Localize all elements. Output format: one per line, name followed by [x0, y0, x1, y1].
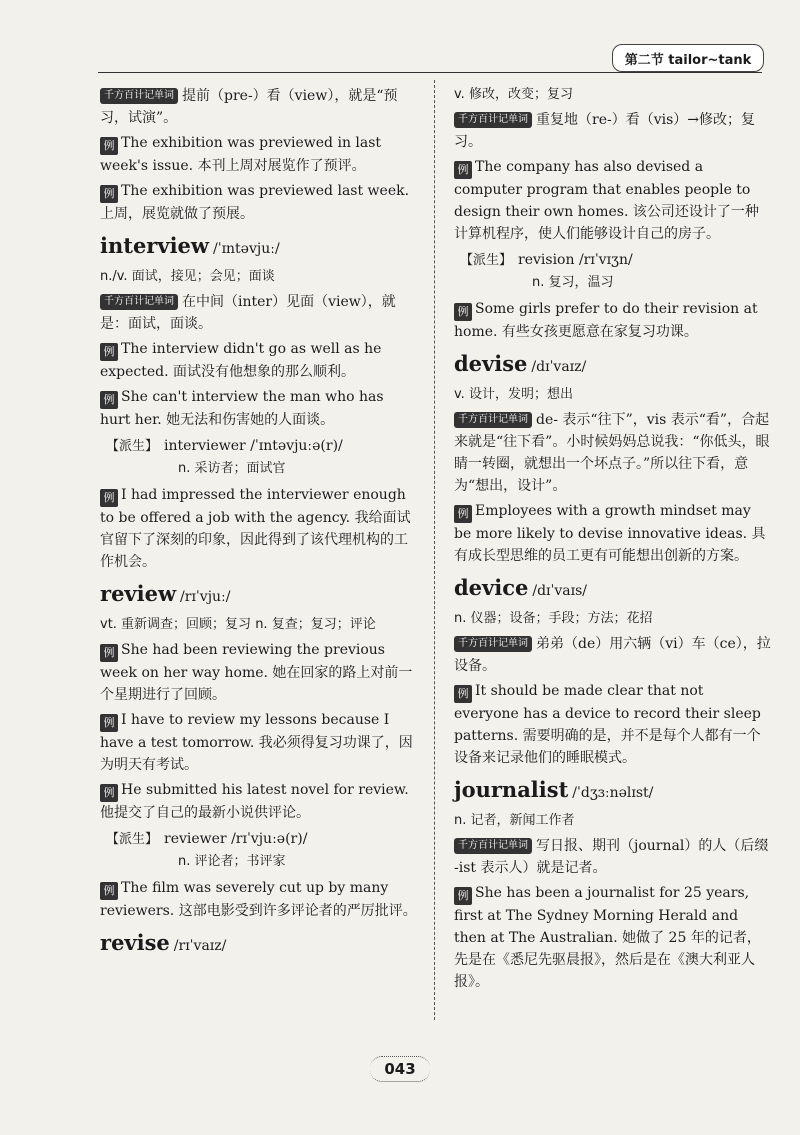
- example-icon: 例: [454, 303, 472, 321]
- example-sentence: 例 The exhibition was previewed last week. 上周，展览就做了预展。: [100, 183, 410, 222]
- example-sentence: 例 The interview didn't go as well as he expected. 面试没有他想象的那么顺利。: [100, 341, 382, 380]
- headword-journalist: journalist /ˈdʒɜːnəlɪst/: [454, 777, 654, 802]
- definition: v. 设计，发明；想出: [454, 387, 573, 402]
- example-icon: 例: [100, 137, 118, 155]
- example-icon: 例: [454, 685, 472, 703]
- example-sentence: 例 She had been reviewing the previous week on her way home. 她在回家的路上对前一个星期进行了回顾。: [100, 642, 413, 703]
- example-icon: 例: [454, 161, 472, 179]
- preview-memory-tip: 千方百计记单词 提前（pre-）看（view），就是“预习，试演”。: [100, 88, 398, 126]
- headword-devise: devise /dɪˈvaɪz/: [454, 351, 587, 376]
- definition: vt. 重新调查；回顾；复习 n. 复查；复习；评论: [100, 617, 376, 632]
- definition: n./v. 面试，接见；会见；面谈: [100, 269, 275, 284]
- example-sentence: 例 The film was severely cut up by many reviewers. 这部电影受到许多评论者的严厉批评。: [100, 880, 417, 919]
- memory-badge: 千方百计记单词: [454, 838, 532, 854]
- memory-badge: 千方百计记单词: [454, 112, 532, 128]
- example-sentence: 例 I have to review my lessons because I have a test tomorrow. 我必须得复习功课了，因为明天有考试。: [100, 712, 413, 773]
- page-number: 043: [370, 1056, 430, 1082]
- derivative: 【派生】 interviewer /ˈɪntəvjuːə(r)/ n. 采访者；面试官: [106, 438, 343, 476]
- memory-tip: 千方百计记单词 写日报、期刊（journal）的人（后缀 -ist 表示人）就是记者。: [454, 838, 769, 876]
- memory-badge: 千方百计记单词: [454, 412, 532, 428]
- example-icon: 例: [100, 391, 118, 409]
- example-sentence: 例 I had impressed the interviewer enough to be offered a job with the agency. 我给面试官留下了深刻的印象，因此得到了该代理机构的工作机会。: [100, 487, 411, 570]
- definition: v. 修改，改变；复习: [454, 87, 573, 102]
- memory-tip: 千方百计记单词 重复地（re-）看（vis）→修改；复习。: [454, 112, 756, 150]
- memory-badge: 千方百计记单词: [454, 636, 532, 652]
- derivative: 【派生】 reviewer /rɪˈvjuːə(r)/ n. 评论者；书评家: [106, 831, 308, 869]
- example-sentence: 例 The company has also devised a computer program that enables people to design their own homes. 该公司还设计了一种计算机程序，使人们能够设计自己的房子。: [454, 159, 759, 242]
- example-icon: 例: [100, 784, 118, 802]
- headword-device: device /dɪˈvaɪs/: [454, 575, 588, 600]
- definition: n. 记者，新闻工作者: [454, 813, 575, 828]
- example-icon: 例: [100, 644, 118, 662]
- definition: n. 仪器；设备；手段；方法；花招: [454, 611, 653, 626]
- example-icon: 例: [100, 343, 118, 361]
- header-rule: [98, 72, 762, 73]
- example-sentence: 例 She can't interview the man who has hurt her. 她无法和伤害她的人面谈。: [100, 389, 384, 428]
- memory-tip: 千方百计记单词 弟弟（de）用六辆（vi）车（ce），拉设备。: [454, 636, 771, 674]
- memory-badge: 千方百计记单词: [100, 88, 178, 104]
- memory-tip: 千方百计记单词 在中间（inter）见面（view），就是：面试，面谈。: [100, 294, 396, 332]
- example-icon: 例: [100, 882, 118, 900]
- right-column: [454, 82, 772, 996]
- example-icon: 例: [100, 714, 118, 732]
- memory-badge: 千方百计记单词: [100, 294, 178, 310]
- example-sentence: 例 Some girls prefer to do their revision at home. 有些女孩更愿意在家复习功课。: [454, 301, 758, 340]
- derivative: 【派生】 revision /rɪˈvɪʒn/ n. 复习，温习: [460, 252, 633, 290]
- example-icon: 例: [100, 185, 118, 203]
- example-sentence: 例 He submitted his latest novel for review. 他提交了自己的最新小说供评论。: [100, 782, 409, 821]
- example-sentence: 例 The exhibition was previewed in last week's issue. 本刊上周对展览作了预评。: [100, 135, 382, 174]
- headword-revise: revise /rɪˈvaɪz/: [100, 930, 227, 955]
- example-icon: 例: [454, 505, 472, 523]
- headword-interview: interview /ˈɪntəvjuː/: [100, 233, 280, 258]
- example-icon: 例: [454, 887, 472, 905]
- headword-review: review /rɪˈvjuː/: [100, 581, 231, 606]
- example-icon: 例: [100, 489, 118, 507]
- example-sentence: 例 Employees with a growth mindset may be more likely to devise innovative ideas. 具有成长型思维的员工更有可能想出创新的方案。: [454, 503, 766, 564]
- left-column: [100, 82, 418, 961]
- example-sentence: 例 It should be made clear that not everyone has a device to record their sleep patterns. 需要明确的是，并不是每个人都有一个设备来记录他们的睡眠模式。: [454, 683, 761, 766]
- section-header: 第二节 tailor~tank: [612, 44, 764, 72]
- memory-tip: 千方百计记单词 de- 表示“往下”，vis 表示“看”，合起来就是“往下看”。小时候妈妈总说我：“你低头，眼睛一转圈，就想出一个坏点子。”所以往下看，意为“想出，设计”。: [454, 412, 770, 494]
- column-divider: [434, 80, 435, 1020]
- example-sentence: 例 She has been a journalist for 25 years, first at The Sydney Morning Herald and then at The Australian. 她做了 25 年的记者，先是在《悉尼先驱晨报》，然后是在《澳大利亚人报》。: [454, 885, 761, 990]
